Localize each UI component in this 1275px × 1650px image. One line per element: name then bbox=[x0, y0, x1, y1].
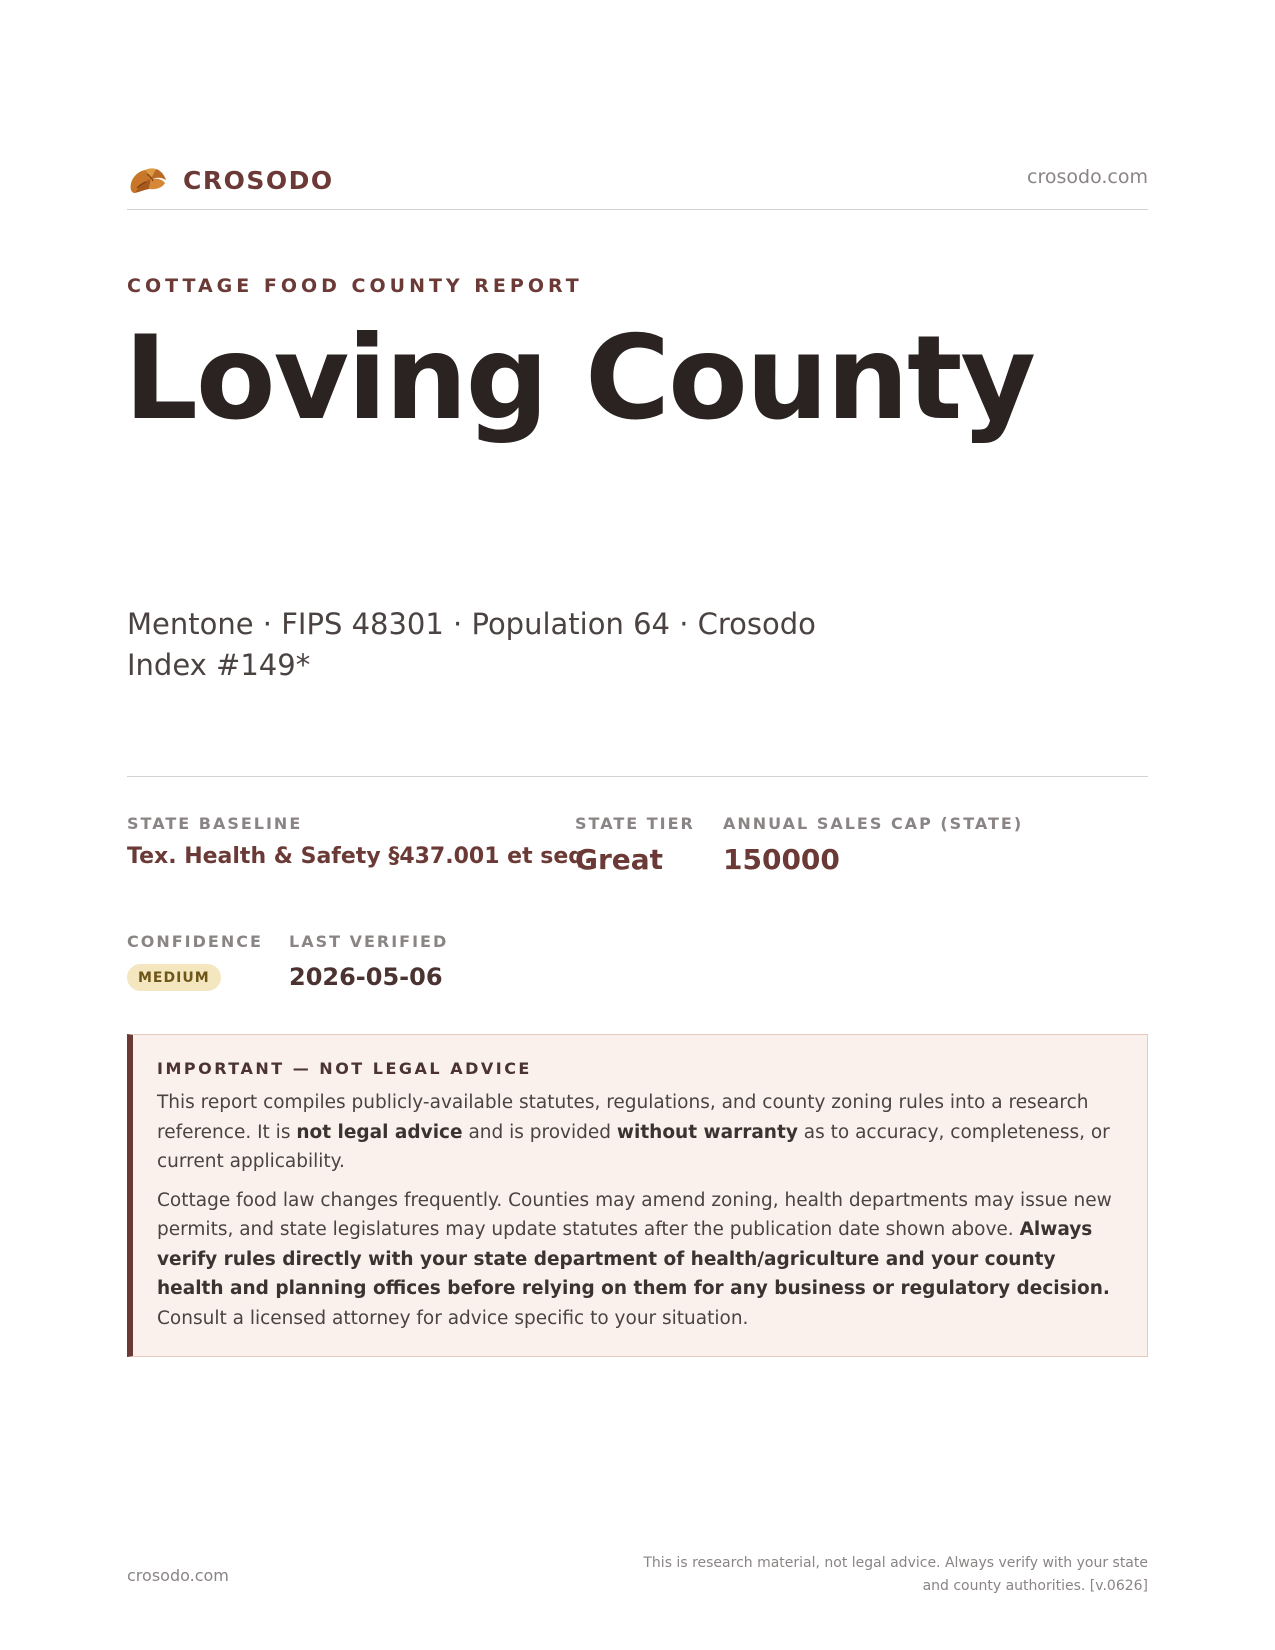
report-subtitle: Mentone · FIPS 48301 · Population 64 · Crosodo Index #149* bbox=[127, 607, 816, 682]
header-url[interactable]: crosodo.com bbox=[1027, 166, 1148, 188]
page-title: Loving County bbox=[124, 311, 1035, 446]
brand bbox=[127, 160, 334, 200]
fact-value: 150000 bbox=[723, 843, 840, 876]
notice-text: as to accuracy, completeness, or current applicability. bbox=[157, 1121, 1110, 1172]
fact-state-baseline bbox=[127, 814, 592, 869]
legal-notice bbox=[127, 1034, 1148, 1357]
fact-label: CONFIDENCE bbox=[127, 932, 263, 951]
page-header bbox=[127, 158, 1148, 210]
notice-title: IMPORTANT — NOT LEGAL ADVICE bbox=[157, 1059, 532, 1078]
notice-paragraph-1 bbox=[157, 1088, 1123, 1177]
fact-value: Tex. Health & Safety §437.001 et seq. bbox=[127, 844, 593, 869]
report-eyebrow: COTTAGE FOOD COUNTY REPORT bbox=[127, 275, 583, 297]
fact-value: 2026-05-06 bbox=[289, 963, 443, 991]
notice-text: This report compiles publicly-available statutes, regulations, and county zoning rules into a research reference. It is bbox=[157, 1092, 1089, 1143]
report-page bbox=[124, 0, 1148, 1650]
fact-label: STATE BASELINE bbox=[127, 814, 303, 833]
notice-paragraph-2 bbox=[157, 1186, 1123, 1334]
fact-state-tier bbox=[575, 814, 695, 876]
notice-emphasis: Always verify rules directly with your state department of health/agriculture and your county health and planning offices before relying on them for any business or regulatory decision. bbox=[157, 1219, 1110, 1299]
notice-text: Consult a licensed attorney for advice specific to your situation. bbox=[157, 1307, 749, 1329]
confidence-badge: MEDIUM bbox=[127, 964, 221, 991]
croissant-icon bbox=[127, 160, 169, 200]
fact-last-verified bbox=[289, 932, 448, 991]
notice-emphasis: not legal advice bbox=[296, 1121, 463, 1143]
notice-text: and is provided bbox=[462, 1121, 617, 1143]
fact-confidence bbox=[127, 932, 263, 991]
fact-label: STATE TIER bbox=[575, 814, 695, 833]
section-divider bbox=[127, 776, 1148, 777]
fact-label: ANNUAL SALES CAP (STATE) bbox=[723, 814, 1024, 833]
fact-value: Great bbox=[575, 843, 664, 876]
fact-annual-sales-cap bbox=[723, 814, 1023, 876]
footer-url[interactable]: crosodo.com bbox=[127, 1566, 229, 1585]
footer-disclaimer: This is research material, not legal advice. Always verify with your state and county authorities. [v.0626] bbox=[643, 1555, 1148, 1594]
fact-label: LAST VERIFIED bbox=[289, 932, 449, 951]
brand-name: CROSODO bbox=[183, 165, 334, 195]
notice-text: Cottage food law changes frequently. Counties may amend zoning, health departments may issue new permits, and state legislatures may update statutes after the publication date shown above. bbox=[157, 1189, 1112, 1240]
notice-emphasis: without warranty bbox=[616, 1121, 798, 1143]
